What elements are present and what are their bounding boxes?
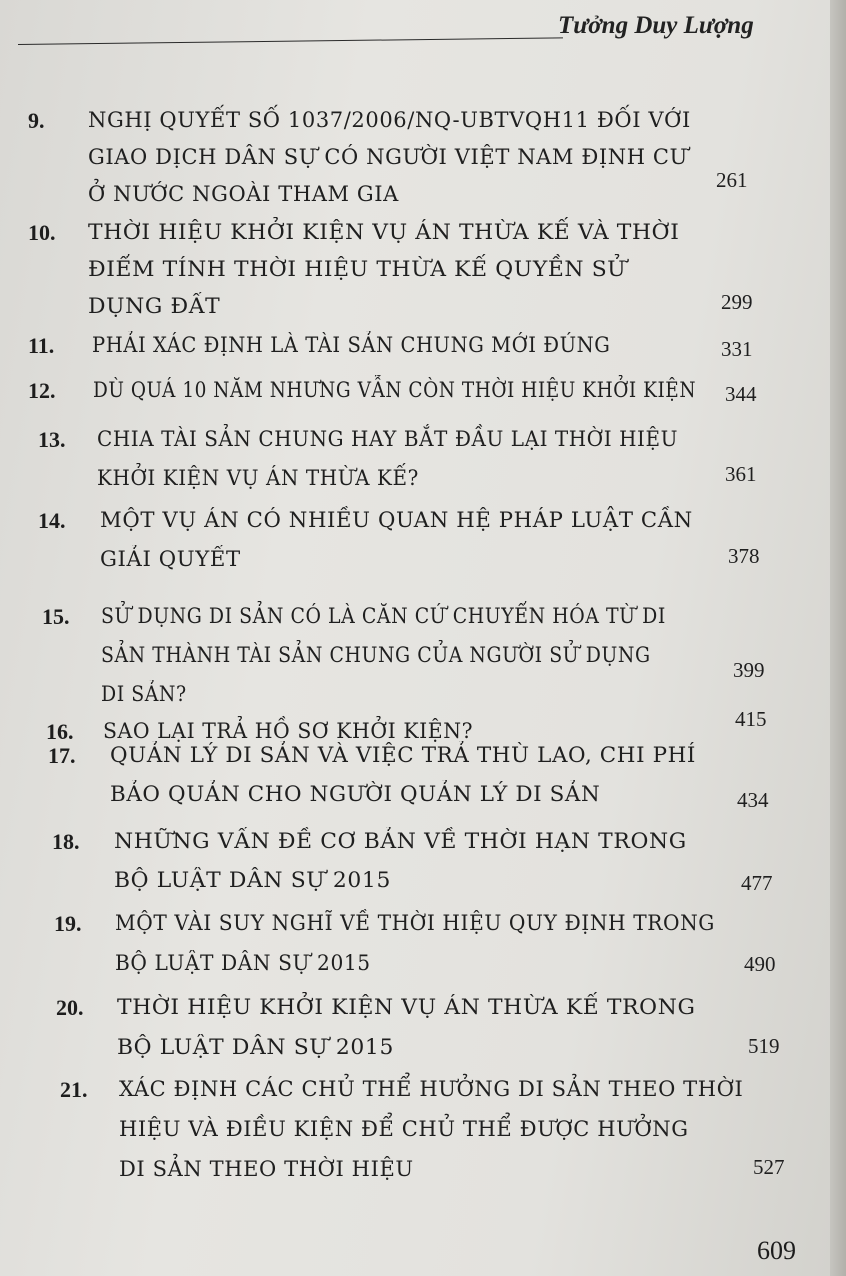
entry-title-line: SAO LẠI TRẢ HỒ SƠ KHỞI KIỆN? <box>103 719 474 743</box>
entry-title-line: DI SẢN THEO THỜI HIỆU <box>119 1157 414 1181</box>
entry-number: 10. <box>28 220 56 245</box>
entry-page-number: 261 <box>716 168 748 192</box>
entry-page-number: 415 <box>735 707 767 731</box>
entry-number: 15. <box>42 604 70 629</box>
entry-page-number: 527 <box>753 1155 785 1179</box>
entry-number: 19. <box>54 911 82 936</box>
entry-page-number: 378 <box>728 544 760 568</box>
entry-title-line: ĐIỂM TÍNH THỜI HIỆU THỪA KẾ QUYỀN SỬ <box>88 257 627 281</box>
entry-number: 13. <box>38 427 66 452</box>
entry-page-number: 477 <box>741 871 773 895</box>
entry-title-line: SỬ DỤNG DI SẢN CÓ LÀ CĂN CỨ CHUYỂN HÓA TỪ DI <box>101 604 666 628</box>
entry-title-line: MỘT VÀI SUY NGHĨ VỀ THỜI HIỆU QUY ĐỊNH TRONG <box>115 911 715 935</box>
page-edge <box>830 0 846 1276</box>
entry-number: 18. <box>52 829 80 854</box>
entry-title-line: QUẢN LÝ DI SẢN VÀ VIỆC TRẢ THÙ LAO, CHI PHÍ <box>110 743 696 767</box>
entry-title-line: PHẢI XÁC ĐỊNH LÀ TÀI SẢN CHUNG MỚI ĐÚNG <box>92 333 611 357</box>
entry-number: 14. <box>38 508 66 533</box>
entry-number: 17. <box>48 743 76 768</box>
entry-title-line: DI SẢN? <box>101 682 187 706</box>
entry-title-line: GIAO DỊCH DÂN SỰ CÓ NGƯỜI VIỆT NAM ĐỊNH CƯ <box>88 145 688 169</box>
entry-title-line: KHỞI KIỆN VỤ ÁN THỪA KẾ? <box>97 466 419 490</box>
entry-title-line: THỜI HIỆU KHỞI KIỆN VỤ ÁN THỪA KẾ VÀ THỜI <box>88 220 680 244</box>
entry-title-line: BỘ LUẬT DÂN SỰ 2015 <box>114 868 391 892</box>
entry-page-number: 490 <box>744 952 776 976</box>
entry-page-number: 434 <box>737 788 769 812</box>
entry-title-line: CHIA TÀI SẢN CHUNG HAY BẮT ĐẦU LẠI THỜI HIỆU <box>97 427 679 451</box>
entry-title-line: GIẢI QUYẾT <box>100 547 241 571</box>
entry-title-line: BỘ LUẬT DÂN SỰ 2015 <box>115 951 371 975</box>
entry-title-line: Ở NƯỚC NGOÀI THAM GIA <box>88 182 399 206</box>
running-header <box>0 0 846 80</box>
entry-title-line: MỘT VỤ ÁN CÓ NHIỀU QUAN HỆ PHÁP LUẬT CẦN <box>100 508 693 532</box>
entry-page-number: 344 <box>725 382 757 406</box>
entry-number: 20. <box>56 995 84 1020</box>
entry-page-number: 519 <box>748 1034 780 1058</box>
header-author: Tưởng Duy Lượng <box>558 12 754 39</box>
entry-page-number: 299 <box>721 290 753 314</box>
entry-title-line: DÙ QUÁ 10 NĂM NHƯNG VẪN CÒN THỜI HIỆU KHỞI KIỆN <box>93 378 697 402</box>
entry-number: 12. <box>28 378 56 403</box>
entry-number: 21. <box>60 1077 88 1102</box>
entry-title-line: SẢN THÀNH TÀI SẢN CHUNG CỦA NGƯỜI SỬ DỤNG <box>101 643 651 667</box>
entry-page-number: 331 <box>721 337 753 361</box>
header-rule <box>18 37 563 45</box>
entry-title-line: HIỆU VÀ ĐIỀU KIỆN ĐỂ CHỦ THỂ ĐƯỢC HƯỞNG <box>119 1117 689 1141</box>
entry-title-line: THỜI HIỆU KHỞI KIỆN VỤ ÁN THỪA KẾ TRONG <box>117 995 696 1019</box>
entry-title-line: DỤNG ĐẤT <box>88 294 221 318</box>
entry-page-number: 361 <box>725 462 757 486</box>
entry-number: 16. <box>46 719 74 744</box>
entry-title-line: BỘ LUẬT DÂN SỰ 2015 <box>117 1035 394 1059</box>
entry-number: 9. <box>28 108 45 133</box>
entry-title-line: BẢO QUẢN CHO NGƯỜI QUẢN LÝ DI SẢN <box>110 782 601 806</box>
page-number: 609 <box>757 1236 796 1265</box>
entry-title-line: NHỮNG VẤN ĐỀ CƠ BẢN VỀ THỜI HẠN TRONG <box>114 829 687 853</box>
entry-title-line: XÁC ĐỊNH CÁC CHỦ THỂ HƯỞNG DI SẢN THEO THỜI <box>119 1077 744 1101</box>
entry-title-line: NGHỊ QUYẾT SỐ 1037/2006/NQ-UBTVQH11 ĐỐI VỚI <box>88 108 691 132</box>
entry-number: 11. <box>28 333 55 358</box>
entry-page-number: 399 <box>733 658 765 682</box>
